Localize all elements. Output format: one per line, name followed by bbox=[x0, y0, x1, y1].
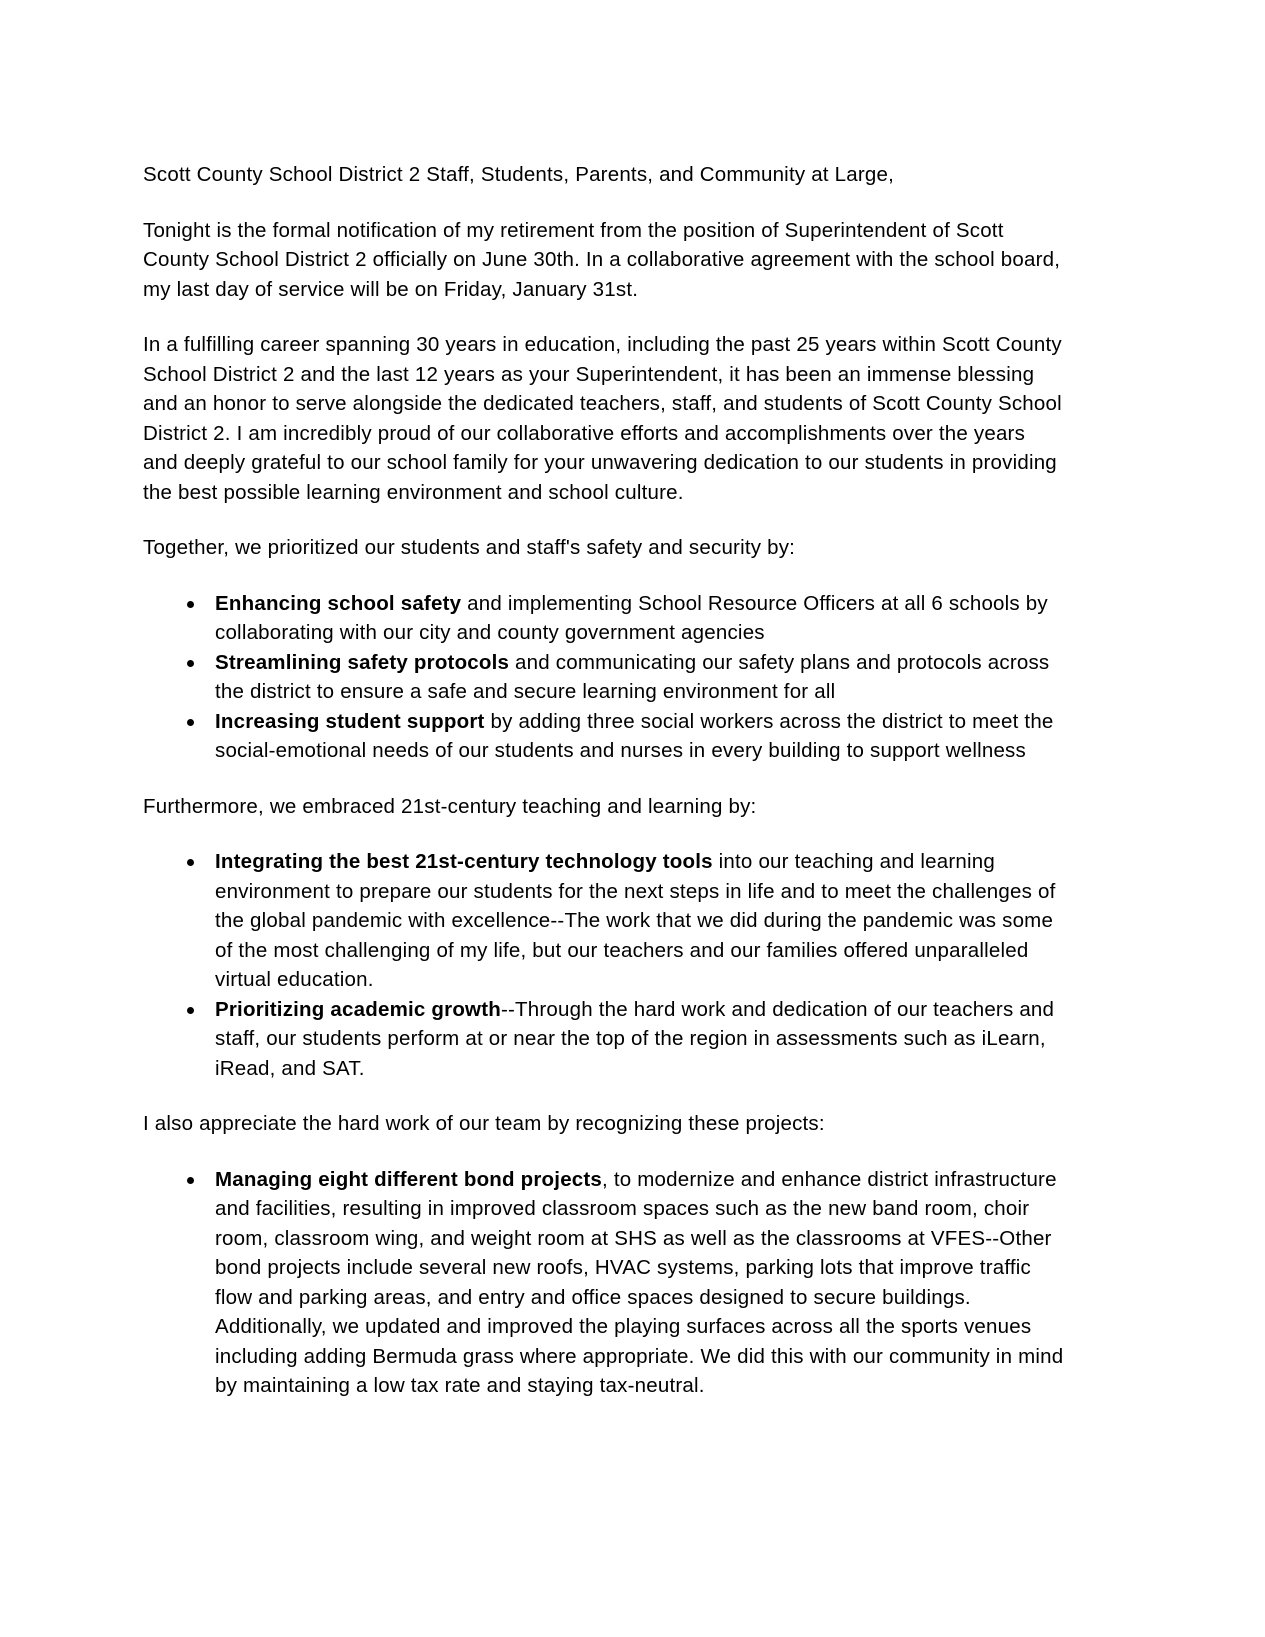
bullet-lead-text: Streamlining safety protocols bbox=[215, 650, 510, 674]
list-item bbox=[143, 1165, 1065, 1401]
bullet-lead-text: Integrating the best 21st-century technology tools bbox=[215, 850, 713, 873]
bullet-body-text: and implementing School Resource Officers at all 6 schools by collaborating with our city and county government agencies bbox=[215, 591, 1048, 644]
bullet-body-text: , to modernize and enhance district infrastructure and facilities, resulting in improved classroom spaces such as the new band room, choir room, classroom wing, and weight room at SHS as well as the classrooms at VFES--Other bond projects include several new roofs, HVAC systems, parking lots that improve traffic flow and parking areas, and entry and office spaces designed to secure buildings. Additionally, we updated and improved the playing surfaces across all the sports venues including adding Bermuda grass where appropriate. We did this with our community in mind by maintaining a low tax rate and staying tax-neutral. bbox=[215, 1167, 1064, 1397]
bullet-point-icon bbox=[187, 1007, 194, 1014]
bullet-body-text: and communicating our safety plans and protocols across the district to ensure a safe and secure learning environment for all bbox=[215, 650, 1050, 703]
salutation-line: Scott County School District 2 Staff, Students, Parents, and Community at Large, bbox=[143, 163, 894, 186]
document-body bbox=[143, 160, 1065, 1427]
bullet-body-text: by adding three social workers across the district to meet the social-emotional needs of our students and nurses in every building to support wellness bbox=[215, 709, 1054, 762]
projects-bullet-list bbox=[143, 1165, 1065, 1401]
bullet-point-icon bbox=[187, 1177, 194, 1184]
bullet-point-icon bbox=[187, 660, 194, 667]
bullet-point-icon bbox=[187, 601, 194, 608]
teaching-section-intro: Furthermore, we embraced 21st-century teaching and learning by: bbox=[143, 794, 757, 818]
list-item bbox=[143, 648, 1065, 707]
list-item bbox=[143, 995, 1065, 1084]
bullet-lead-text: Managing eight different bond projects bbox=[215, 1167, 603, 1191]
list-item bbox=[143, 847, 1065, 995]
safety-section-intro: Together, we prioritized our students and staff's safety and security by: bbox=[143, 536, 796, 559]
bullet-body-text: --Through the hard work and dedication of our teachers and staff, our students perform at or near the top of the region in assessments such as iLearn, iRead, and SAT. bbox=[215, 997, 1055, 1080]
bullet-lead-text: Enhancing school safety bbox=[215, 591, 462, 615]
list-item bbox=[143, 707, 1065, 766]
paragraph-career: In a fulfilling career spanning 30 years in education, including the past 25 years within Scott County School District 2 and the last 12 years as your Superintendent, it has been an immense blessing and an honor to serve alongside the dedicated teachers, staff, and students of Scott County School District 2. I am incredibly proud of our collaborative efforts and accomplishments over the years and deeply grateful to our school family for your unwavering dedication to our students in providing the best possible learning environment and school culture. bbox=[143, 333, 1062, 504]
paragraph-retirement: Tonight is the formal notification of my retirement from the position of Superintendent of Scott County School District 2 officially on June 30th. In a collaborative agreement with the school board, my last day of service will be on Friday, January 31st. bbox=[143, 218, 1061, 301]
bullet-body-text: into our teaching and learning environment to prepare our students for the next steps in life and to meet the challenges of the global pandemic with excellence--The work that we did during the pandemic was some of the most challenging of my life, but our teachers and our families offered unparalleled virtual education. bbox=[215, 850, 1056, 991]
bullet-point-icon bbox=[187, 719, 194, 726]
bullet-point-icon bbox=[187, 859, 194, 866]
teaching-bullet-list bbox=[143, 847, 1065, 1083]
projects-section-intro: I also appreciate the hard work of our team by recognizing these projects: bbox=[143, 1112, 825, 1135]
list-item bbox=[143, 589, 1065, 648]
safety-bullet-list bbox=[143, 589, 1065, 766]
bullet-lead-text: Prioritizing academic growth bbox=[215, 997, 501, 1021]
bullet-lead-text: Increasing student support bbox=[215, 709, 485, 733]
